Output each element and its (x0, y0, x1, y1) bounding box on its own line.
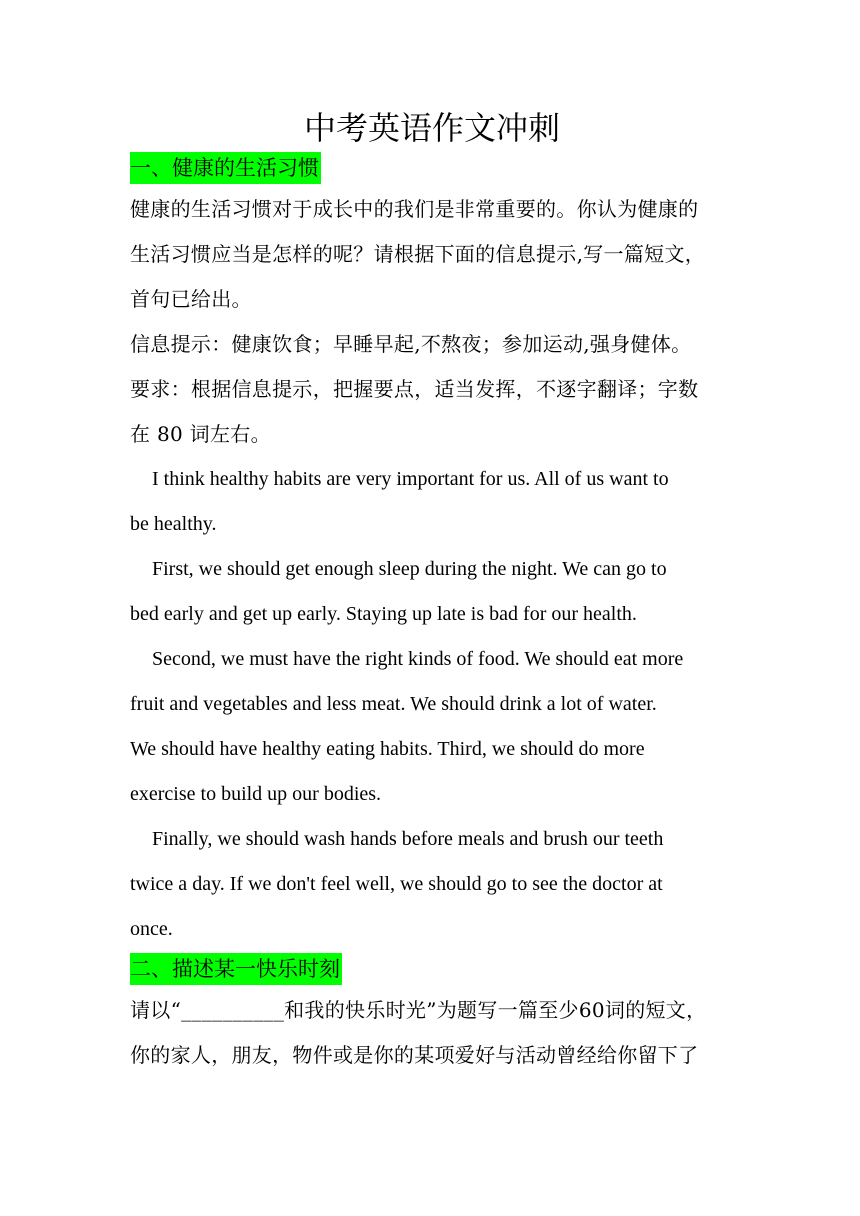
section-2-heading: 二、描述某一快乐时刻 (130, 953, 342, 985)
section-2-prompt-line: 你的家人，朋友，物件或是你的某项爱好与活动曾经给你留下了 (130, 1043, 699, 1067)
document-page (130, 106, 734, 1078)
essay-line: We should have healthy eating habits. Third, we should do more (130, 738, 645, 760)
essay-line: once. (130, 918, 173, 940)
essay-line: exercise to build up our bodies. (130, 783, 382, 805)
section-2-prompt-line: 请以“__________和我的快乐时光”为题写一篇至少60词的短文， (130, 998, 707, 1022)
essay-line: twice a day. If we don't feel well, we should go to see the doctor at (130, 873, 663, 895)
section-1-info-hints: 信息提示：健康饮食；早睡早起,不熬夜；参加运动,强身健体。 (130, 332, 692, 356)
essay-line: fruit and vegetables and less meat. We should drink a lot of water. (130, 693, 657, 715)
essay-line: bed early and get up early. Staying up late is bad for our health. (130, 603, 637, 625)
section-1-requirements: 在 80 词左右。 (130, 422, 271, 446)
essay-line: I think healthy habits are very important for us. All of us want to (152, 468, 669, 490)
page-title: 中考英语作文冲刺 (303, 109, 560, 147)
section-1-requirements: 要求：根据信息提示，把握要点，适当发挥，不逐字翻译；字数 (130, 377, 699, 401)
essay-line: First, we should get enough sleep during the night. We can go to (152, 558, 667, 580)
essay-line: be healthy. (130, 513, 217, 535)
section-1-prompt-line: 生活习惯应当是怎样的呢？请根据下面的信息提示,写一篇短文， (130, 242, 706, 266)
essay-line: Second, we must have the right kinds of food. We should eat more (152, 648, 684, 670)
essay-line: Finally, we should wash hands before meals and brush our teeth (152, 828, 664, 850)
section-1-prompt-line: 首句已给出。 (130, 287, 252, 311)
section-1-prompt-line: 健康的生活习惯对于成长中的我们是非常重要的。你认为健康的 (130, 197, 699, 221)
section-1-heading: 一、健康的生活习惯 (130, 152, 321, 184)
